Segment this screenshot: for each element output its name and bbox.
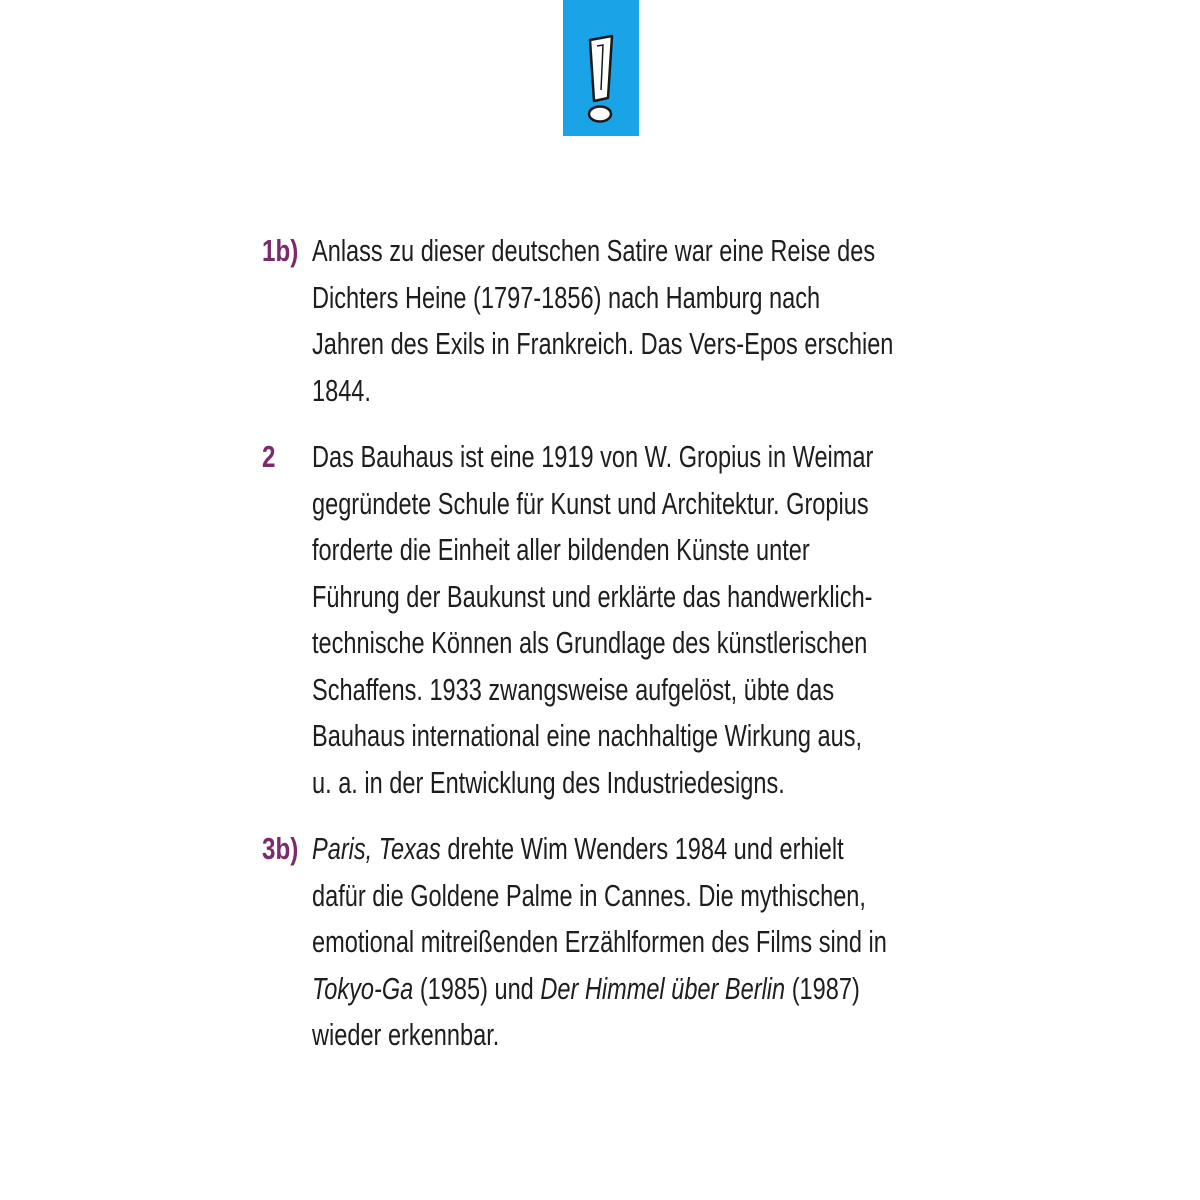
text-line: Führung der Baukunst und erklärte das handwerklich- <box>312 578 873 614</box>
film-title: Tokyo-Ga <box>312 970 414 1006</box>
text-line: Jahren des Exils in Frankreich. Das Vers-Epos erschien <box>312 326 894 361</box>
answer-entry-3b <box>262 826 942 1059</box>
film-title: Paris, Texas <box>312 831 441 866</box>
text-line: Schaffens. 1933 zwangsweise aufgelöst, übte das <box>312 671 835 707</box>
text-line: forderte die Einheit aller bildenden Künste unter <box>312 532 810 567</box>
film-title: Der Himmel über Berlin <box>540 970 786 1006</box>
text-line: technische Können als Grundlage des künstlerischen <box>312 625 868 660</box>
text-line: Paris, Texas drehte Wim Wenders 1984 und erhielt <box>312 831 844 866</box>
text-line: gegründete Schule für Kunst und Architektur. Gropius <box>312 485 869 521</box>
text-line: u. a. in der Entwicklung des Industriedesigns. <box>312 764 785 800</box>
blue-tab <box>563 0 639 136</box>
text-line: Tokyo-Ga (1985) und Der Himmel über Berlin (1987) <box>312 970 860 1006</box>
text-line: Dichters Heine (1797-1856) nach Hamburg nach <box>312 279 821 315</box>
answer-text <box>312 228 935 414</box>
exclamation-mark-icon <box>563 0 639 136</box>
text-line: wieder erkennbar. <box>312 1017 500 1052</box>
answer-text <box>312 434 935 806</box>
answer-text <box>312 826 935 1059</box>
text-line: Bauhaus international eine nachhaltige Wirkung aus, <box>312 718 863 753</box>
answers-list <box>262 228 942 1079</box>
answer-number: 2 <box>262 439 276 474</box>
text-line: Das Bauhaus ist eine 1919 von W. Gropius in Weimar <box>312 439 874 474</box>
text-line: 1844. <box>312 372 371 408</box>
answer-number: 1b) <box>262 233 299 268</box>
text-line: Anlass zu dieser deutschen Satire war eine Reise des <box>312 233 876 268</box>
answer-entry-1b <box>262 228 942 414</box>
answer-number: 3b) <box>262 831 299 866</box>
answer-entry-2 <box>262 434 942 806</box>
text-line: dafür die Goldene Palme in Cannes. Die mythischen, <box>312 877 866 913</box>
text-line: emotional mitreißenden Erzählformen des Films sind in <box>312 924 887 959</box>
